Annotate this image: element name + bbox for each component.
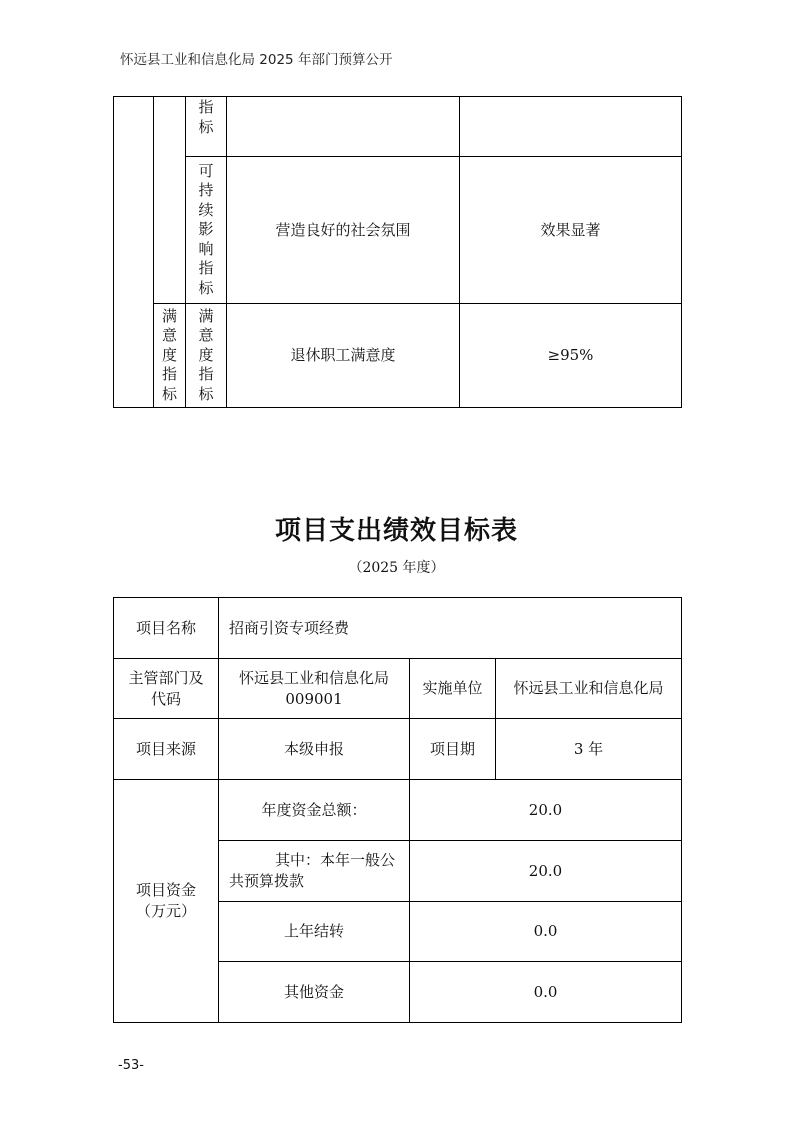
page-number: -53- [118,1058,144,1073]
level2-cell [154,97,186,304]
satisfaction-content: 退休职工满意度 [227,304,460,408]
period-label: 项目期 [410,719,496,780]
carryover-label: 上年结转 [219,902,410,962]
other-funds-label: 其他资金 [219,962,410,1023]
source-label: 项目来源 [114,719,219,780]
satisfaction-value: ≥95% [460,304,682,408]
indicator-value-cell [460,97,682,157]
page-header: 怀远县工业和信息化局 2025 年部门预算公开 [120,52,393,68]
indicator-label: 指标 [198,98,214,136]
project-name-label: 项目名称 [114,598,219,659]
project-table [113,597,682,1023]
indicator-content-cell [227,97,460,157]
carryover-value: 0.0 [410,902,682,962]
period-value: 3 年 [496,719,682,780]
indicator-label-cell [186,97,227,157]
project-name-value: 招商引资专项经费 [219,598,682,659]
dept-label: 主管部门及代码 [114,659,219,719]
sustainable-impact-label-cell [186,157,227,304]
other-funds-value: 0.0 [410,962,682,1023]
satisfaction-label-cell [186,304,227,408]
sustainable-impact-value: 效果显著 [460,157,682,304]
sustainable-impact-content: 营造良好的社会氛围 [227,157,460,304]
satisfaction-category-cell [154,304,186,408]
general-budget-value: 20.0 [410,841,682,902]
satisfaction-category: 满意度指标 [162,306,178,403]
total-funds-value: 20.0 [410,780,682,841]
page-title: 项目支出绩效目标表 [274,516,518,546]
dept-value: 怀远县工业和信息化局 009001 [219,659,410,719]
satisfaction-label: 满意度指标 [198,306,214,403]
unit-value: 怀远县工业和信息化局 [496,659,682,719]
total-funds-label: 年度资金总额： [219,780,410,841]
funds-label: 项目资金（万元） [114,780,219,1023]
level1-cell [114,97,154,408]
general-budget-label: 其中：本年一般公共预算拨款 [219,841,410,902]
page-subtitle: （2025 年度） [348,560,445,576]
source-value: 本级申报 [219,719,410,780]
sustainable-impact-label: 可持续影响指标 [198,161,214,297]
continuation-table [113,96,682,408]
unit-label: 实施单位 [410,659,496,719]
